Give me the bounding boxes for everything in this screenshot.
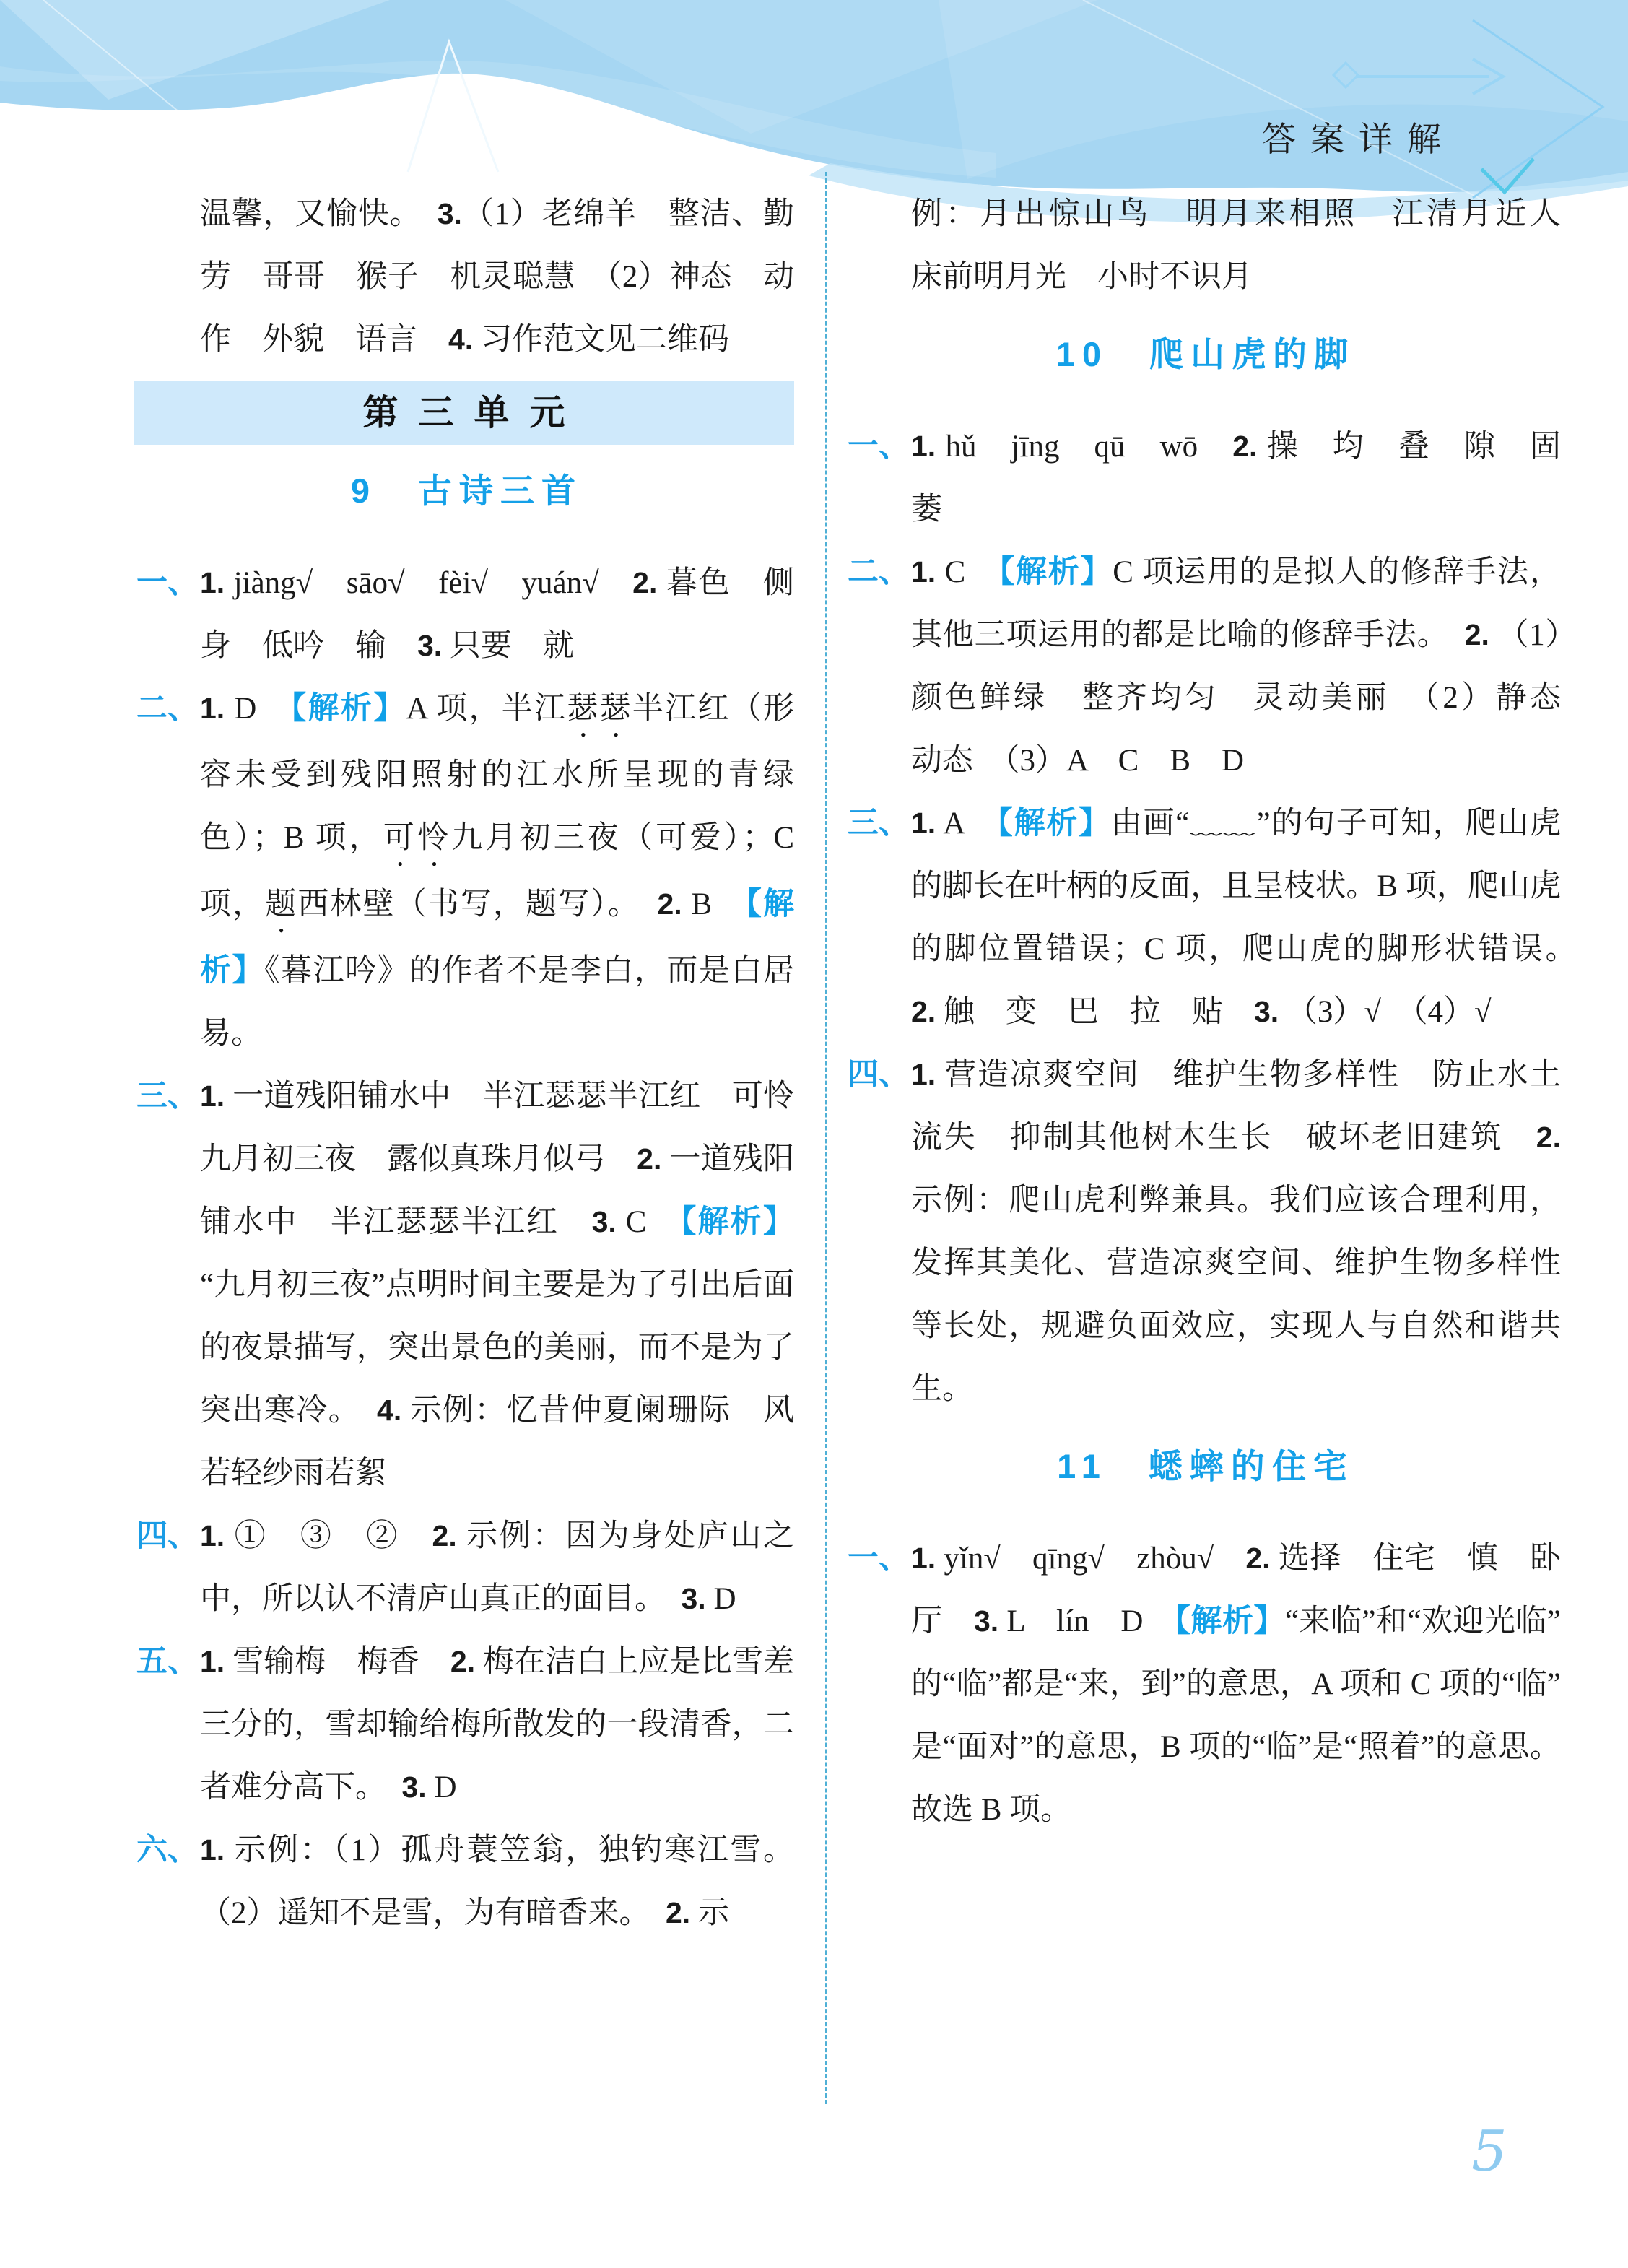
run-num: 2. (450, 1645, 476, 1678)
run-wavy: ﹏﹏ (1189, 807, 1257, 840)
item-marker: 四、 (848, 1057, 910, 1092)
answer-item (136, 1505, 795, 1630)
run-num: 2. (666, 1896, 691, 1929)
run-num: 1. (200, 692, 225, 725)
text-run: yǐn√ qīng√ zhòu√ (936, 1542, 1246, 1576)
text-run: A 项，半江 (406, 692, 567, 726)
item-marker: 三、 (136, 1079, 199, 1113)
text-run: （3）√ （4）√ (1279, 995, 1492, 1029)
run-num: 1. (200, 1833, 225, 1867)
text-run: 温馨，又愉快。 (200, 197, 438, 231)
text-run: ”的句子可知，爬山虎的脚长在叶柄的反面，且呈枝状。B 项，爬山虎的脚位置错误；C 项，爬山虎的脚形状错误。 (911, 807, 1592, 966)
paragraph (200, 183, 794, 371)
run-num: 1. (200, 1645, 225, 1678)
run-num: 1. (911, 807, 936, 840)
text-run: 营造凉爽空间 维护生物多样性 防止水土流失 抑制其他树木生长 破坏老旧建筑 (911, 1058, 1561, 1155)
run-num: 3. (1253, 995, 1279, 1028)
text-run: A (936, 807, 998, 840)
text-run: 九月初三夜（可爱）；C 项， (200, 821, 795, 921)
answer-item (848, 1527, 1593, 1841)
run-num: 2. (632, 566, 658, 599)
answer-item (848, 1043, 1561, 1420)
right-column (848, 183, 1593, 1841)
answer-item (136, 552, 795, 677)
text-run: D (225, 692, 291, 726)
text-run: 触 变 巴 拉 贴 (936, 995, 1254, 1029)
column-divider (825, 172, 827, 2104)
item-marker: 二、 (848, 555, 910, 589)
text-run: 半江红（形容未受到残阳照射的江水所呈现的青绿色）；B 项， (200, 692, 795, 855)
text-run: B (682, 887, 746, 921)
text-run: 雪输梅 梅香 (225, 1645, 450, 1679)
answer-item (848, 792, 1592, 1043)
text-run: 示 (690, 1896, 729, 1930)
text-run: D (705, 1582, 736, 1616)
run-num: 1. (911, 555, 936, 588)
text-run: 《暮江吟》的作者不是李白，而是白居易。 (200, 954, 795, 1051)
run-num: 4. (377, 1394, 402, 1427)
run-jiexi: 【解析】 (290, 691, 406, 726)
run-num: 2. (1232, 430, 1258, 463)
run-num: 3. (417, 629, 443, 662)
run-num: 1. (911, 1542, 936, 1575)
run-num: 3. (401, 1770, 427, 1804)
text-run: 示例：因为身处庐山之中，所以认不清庐山真正的面目。 (200, 1519, 795, 1616)
lesson-title: 10 爬山虎的脚 (1055, 335, 1356, 373)
run-num: 2. (657, 887, 682, 921)
text-run: 示例：（1）孤舟蓑笠翁，独钓寒江雪。（2）遥知不是雪，为有暗香来。 (200, 1833, 794, 1930)
answer-item (848, 541, 1592, 792)
run-num: 2. (1245, 1542, 1271, 1575)
run-jiexi: 【解析】 (998, 555, 1113, 589)
run-num: 1. (200, 1079, 225, 1113)
item-marker: 一、 (136, 565, 199, 600)
run-num: 2. (1464, 618, 1489, 651)
item-marker: 三、 (848, 806, 910, 840)
text-run: C (616, 1205, 681, 1239)
text-run: 由画“ (1110, 807, 1190, 840)
text-run: C 项运用的是拟人的修辞手法，其他三项运用的都是比喻的修辞手法。 (911, 555, 1562, 652)
run-num: 2. (911, 995, 936, 1028)
text-run: 操 均 叠 隙 固 萎 (911, 430, 1593, 526)
run-jiexi: 【解析】 (997, 806, 1111, 840)
run-num: 3. (681, 1582, 706, 1615)
text-run: L lín D (998, 1604, 1175, 1638)
run-num: 4. (448, 323, 474, 356)
item-marker: 二、 (136, 691, 199, 726)
lesson-title: 9 古诗三首 (350, 472, 583, 510)
text-run: “九月初三夜”点明时间主要是为了引出后面的夜景描写，突出景色的美丽，而不是为了突出寒冷。 (200, 1268, 794, 1428)
text-run: 例：月出惊山鸟 明月来相照 江清月近人 床前明月光 小时不识月 (911, 197, 1592, 294)
lesson-title: 11 蟋蟀的住宅 (1057, 1447, 1354, 1485)
text-run: D (426, 1770, 457, 1804)
run-num: 3. (973, 1604, 999, 1638)
text-run: 示例：忆昔仲夏阑珊际 风若轻纱雨若絮 (200, 1394, 794, 1490)
answer-item (136, 1819, 794, 1945)
run-jiexi: 【解析】 (1175, 1604, 1285, 1638)
text-run: （1）颜色鲜绿 整齐均匀 灵动美丽 （2）静态 动态 （3）A C B D (911, 618, 1592, 778)
paragraph (911, 183, 1592, 308)
run-dot: 瑟瑟 (567, 692, 632, 726)
run-num: 2. (432, 1519, 457, 1552)
run-dot: 题 (265, 887, 298, 921)
item-marker: 一、 (848, 1541, 910, 1576)
run-num: 3. (437, 197, 462, 230)
text-run: 西林壁（书写，题写）。 (297, 887, 658, 921)
run-num: 3. (591, 1205, 617, 1238)
answer-item (136, 1630, 795, 1819)
text-run: 选择 住宅 慎 卧 厅 (911, 1542, 1593, 1638)
item-marker: 一、 (848, 429, 910, 464)
text-run: 暮色 侧身 低吟 输 (200, 566, 795, 663)
item-marker: 四、 (136, 1518, 199, 1553)
text-run: （1）老绵羊 整洁、勤劳 哥哥 猴子 机灵聪慧 （2）神态 动作 外貌 语言 (200, 197, 795, 357)
run-num: 1. (200, 1519, 225, 1552)
page-header-title: 答案详解 (1262, 120, 1455, 158)
text-run: 只要 就 (442, 629, 574, 663)
text-run: jiàng√ sāo√ fèi√ yuán√ (225, 566, 633, 600)
run-num: 2. (1536, 1121, 1561, 1154)
left-column (136, 183, 795, 1945)
text-run: ① ③ ② (225, 1519, 432, 1553)
run-num: 1. (200, 566, 225, 599)
item-marker: 六、 (136, 1833, 199, 1867)
answer-item (848, 415, 1593, 541)
run-num: 1. (911, 1058, 936, 1091)
unit-banner: 第三单元 (134, 381, 794, 445)
answer-item (136, 677, 795, 1065)
item-marker: 五、 (136, 1644, 199, 1679)
text-run: C (936, 555, 999, 589)
text-run: 习作范文见二维码 (473, 323, 729, 357)
run-jiexi: 【解析】 (680, 1204, 795, 1239)
text-run: 一道残阳铺水中 半江瑟瑟半江红 可怜九月初三夜 露似真珠月似弓 (200, 1079, 794, 1176)
text-run: hǔ jīng qū wō (936, 430, 1233, 464)
run-num: 1. (911, 430, 936, 463)
answer-item (136, 1065, 795, 1505)
text-run: 梅在洁白上应是比雪差三分的，雪却输给梅所散发的一段清香，二者难分高下。 (200, 1645, 795, 1804)
text-run: “来临”和“欢迎光临”的“临”都是“来，到”的意思，A 项和 C 项的“临”是“面对”的意思，B 项的“临”是“照着”的意思。故选 B 项。 (911, 1604, 1562, 1827)
run-dot: 可怜 (383, 821, 452, 855)
text-run: 示例：爬山虎利弊兼具。我们应该合理利用，发挥其美化、营造凉爽空间、维护生物多样性等长处，规避负面效应，实现人与自然和谐共生。 (911, 1183, 1561, 1406)
run-num: 2. (637, 1142, 662, 1176)
page-number: 5 (1471, 2119, 1507, 2184)
run-jiexi: 【解析】 (200, 887, 795, 988)
text-run: 一道残阳铺水中 半江瑟瑟半江红 (200, 1142, 795, 1239)
